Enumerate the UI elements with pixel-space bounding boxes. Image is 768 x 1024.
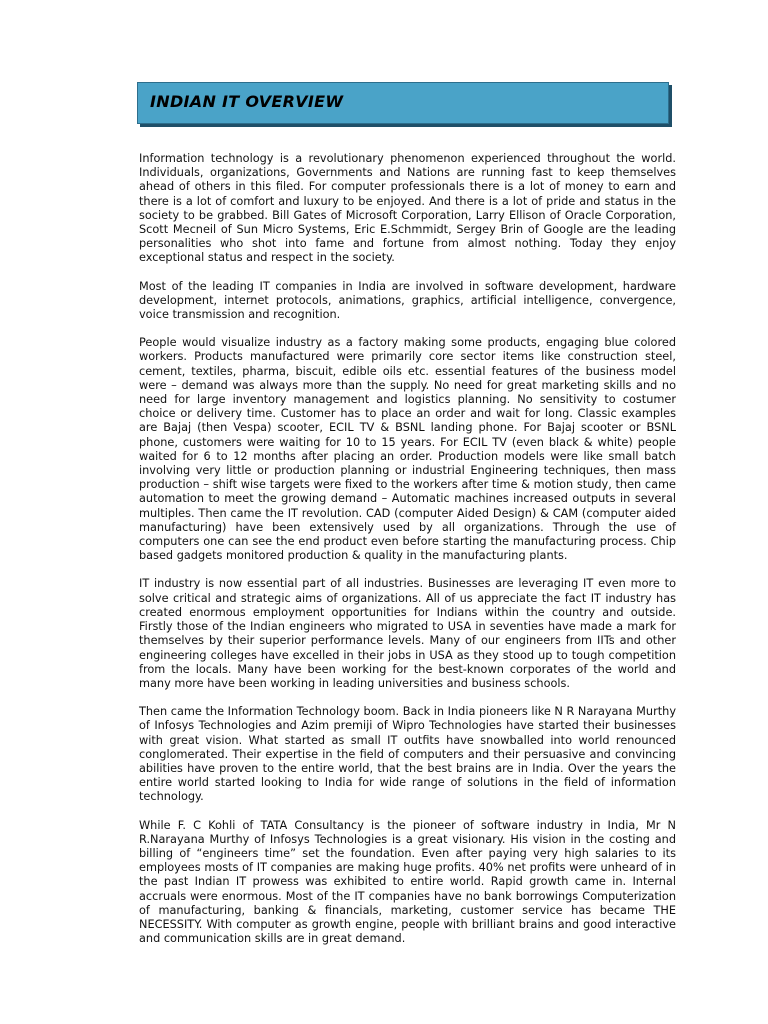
paragraph-pioneers: While F. C Kohli of TATA Consultancy is the pioneer of software industry in India, Mr N R.Narayana Murthy of Infosys Technologies is a great visionary. His vision in the costing and billing of “engineers time” set the foundation. Even after paying very high salaries to its employees mosts of IT companies are making huge profits. 40% net profits were unheard of in the past Indian IT prowess was exhibited to entire world. Rapid growth came in. Internal accruals were enormous. Most of the IT companies have no bank borrowings Computerization of manufacturing, banking & financials, marketing, customer service has became THE NECESSITY. With computer as growth engine, people with brilliant brains and good interactive and communication skills are in great demand. — [139, 818, 676, 946]
paragraph-it-essential: IT industry is now essential part of all industries. Businesses are leveraging IT even more to solve critical and strategic aims of organizations. All of us appreciate the fact IT industry has created enormous employment opportunities for Indians within the country and outside. Firstly those of the Indian engineers who migrated to USA in seventies have made a mark for themselves by their superior performance levels. Many of our engineers from IITs and other engineering colleges have excelled in their jobs in USA as they stood up to tough competition from the locals. Many have been working for the best-known corporates of the world and many more have been working in leading universities and business schools. — [139, 577, 676, 690]
page-title: INDIAN IT OVERVIEW — [150, 92, 344, 111]
paragraph-industry-history: People would visualize industry as a factory making some products, engaging blue colored workers. Products manufactured were primarily core sector items like construction steel, cement, textiles, pharma, biscuit, edible oils etc. essential features of the business model were – demand was always more than the supply. No need for great marketing skills and no need for large inventory management and logistics planning. No sensitivity to costumer choice or delivery time. Customer has to place an order and wait for long. Classic examples are Bajaj (then Vespa) scooter, ECIL TV & BSNL landing phone. For Bajaj scooter or BSNL phone, customers were waiting for 10 to 15 years. For ECIL TV (even black & white) people waited for 6 to 12 months after placing an order. Production models were like small batch involving very little or production planning or industrial Engineering techniques, then mass production – shift wise targets were fixed to the workers after time & motion study, then came automation to meet the growing demand – Automatic machines increased outputs in several multiples. Then came the IT revolution. CAD (computer Aided Design) & CAM (computer aided manufacturing) have been extensively used by all organizations. Through the use of computers one can see the end product even before starting the manufacturing process. Chip based gadgets monitored production & quality in the manufacturing plants. — [139, 336, 676, 563]
title-banner — [137, 82, 669, 124]
document-body — [139, 152, 676, 960]
paragraph-it-boom: Then came the Information Technology boom. Back in India pioneers like N R Narayana Murthy of Infosys Technologies and Azim premiji of Wipro Technologies have started their businesses with great vision. What started as small IT outfits have snowballed into world renounced conglomerated. Their expertise in the field of computers and their persuasive and convincing abilities have proven to the entire world, that the best brains are in India. Over the years the entire world started looking to India for wide range of solutions in the field of information technology. — [139, 705, 676, 804]
paragraph-intro: Information technology is a revolutionary phenomenon experienced throughout the world. Individuals, organizations, Governments and Nations are running fast to keep themselves ahead of others in this filed. For computer professionals there is a lot of money to earn and there is a lot of comfort and luxury to be enjoyed. And there is a lot of pride and status in the society to be grabbed. Bill Gates of Microsoft Corporation, Larry Ellison of Oracle Corporation, Scott Mecneil of Sun Micro Systems, Eric E.Schmmidt, Sergey Brin of Google are the leading personalities who shot into fame and fortune from almost nothing. Today they enjoy exceptional status and respect in the society. — [139, 152, 676, 265]
paragraph-it-companies: Most of the leading IT companies in India are involved in software development, hardware development, internet protocols, animations, graphics, artificial intelligence, convergence, voice transmission and recognition. — [139, 279, 676, 322]
